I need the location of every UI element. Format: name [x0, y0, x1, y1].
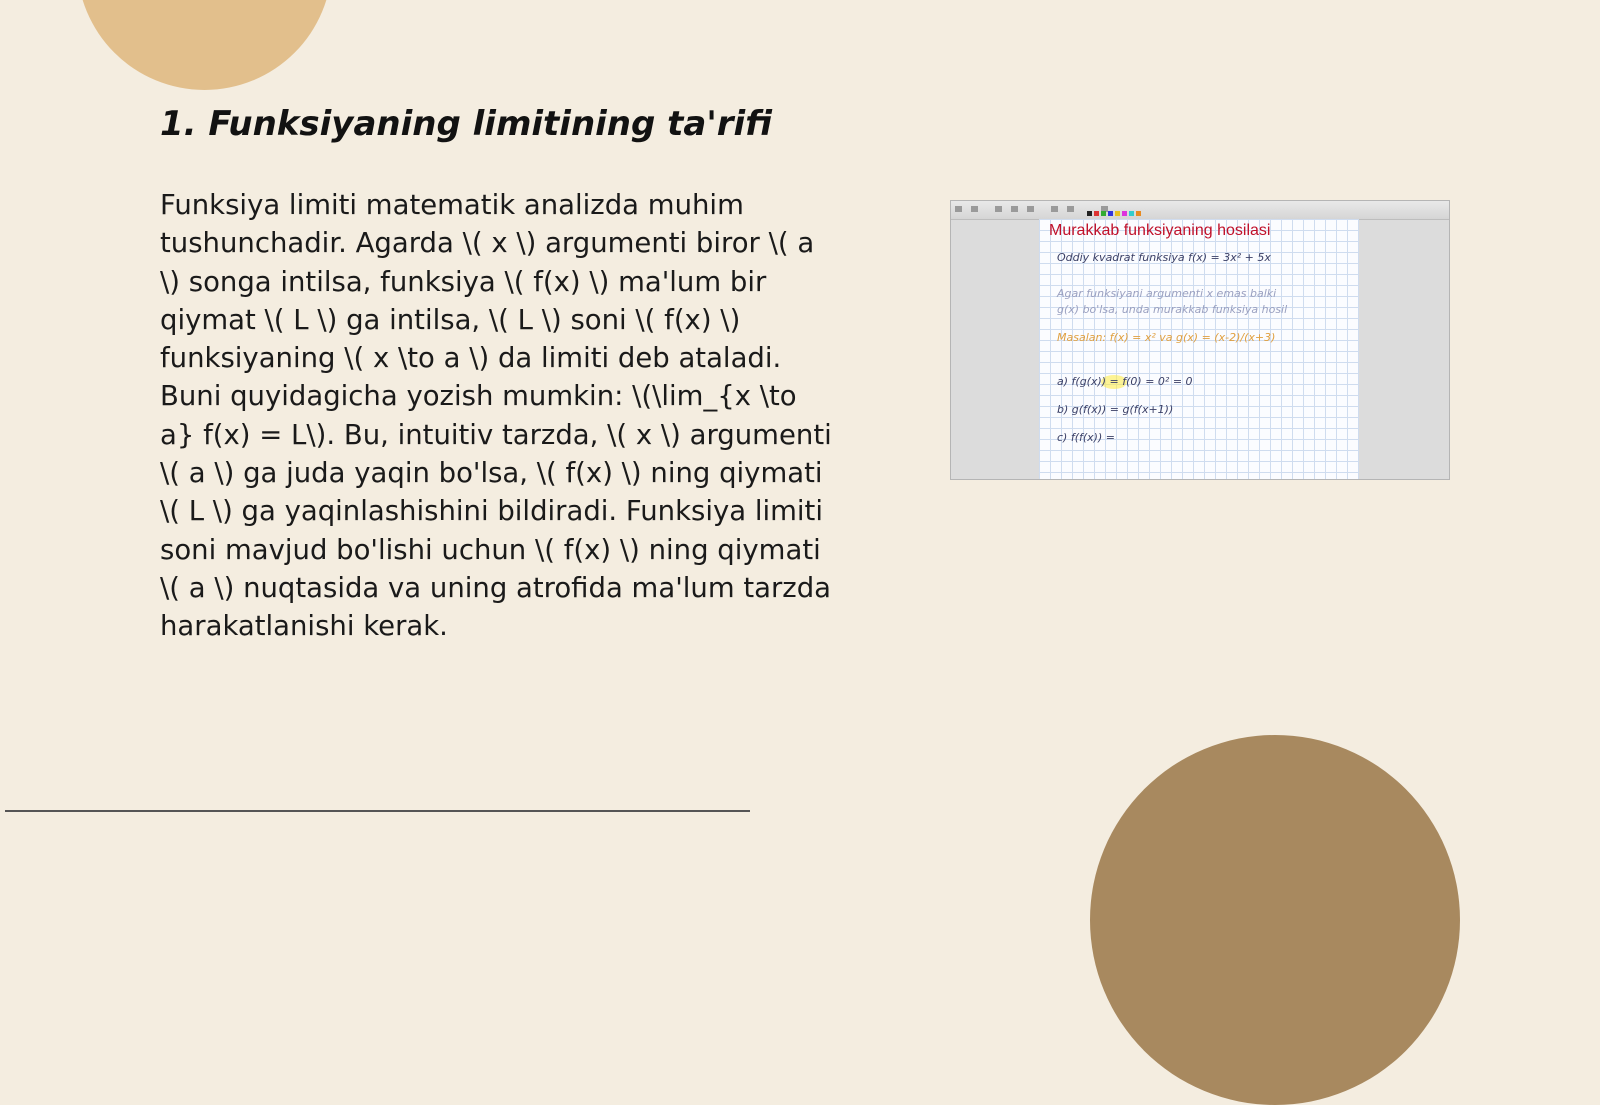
decorative-circle-bottom [1090, 735, 1460, 1105]
toolbar-icon [995, 206, 1002, 212]
color-swatch-icon [1101, 211, 1106, 216]
handwritten-line: Masalan: f(x) = x² va g(x) = (x-2)/(x+3) [1057, 331, 1276, 344]
embedded-screenshot [950, 200, 1450, 480]
toolbar-icon [1067, 206, 1074, 212]
handwritten-line: Agar funksiyani argumenti x emas balki [1057, 287, 1277, 300]
toolbar-icon [1051, 206, 1058, 212]
divider-line [5, 810, 750, 812]
color-swatch-icon [1094, 211, 1099, 216]
color-swatch-icon [1129, 211, 1134, 216]
handwritten-line: Oddiy kvadrat funksiya f(x) = 3x² + 5x [1057, 251, 1271, 264]
decorative-circle-top [77, 0, 332, 90]
screenshot-title: Murakkab funksiyaning hosilasi [1049, 222, 1271, 239]
toolbar-icon [1027, 206, 1034, 212]
toolbar-icon [955, 206, 962, 212]
toolbar-icon [971, 206, 978, 212]
handwritten-line: c) f(f(x)) = [1057, 431, 1115, 444]
slide-body-text: Funksiya limiti matematik analizda muhim tushunchadir. Agarda \( x \) argumenti biror \( a \) songa intilsa, funksiya \( f(x) \) ma'lum bir qiymat \( L \) ga intilsa, \( L \) soni \( f(x) \) funksiyaning \( x \to a \) da limiti deb ataladi. Buni quyidagicha yozish mumkin: \(\lim_{x \to a} f(x) = L\). Bu, intuitiv tarzda, \( x \) argumenti \( a \) ga juda yaqin bo'lsa, \( f(x) \) ning qiymati \( L \) ga yaqinlashishini bildiradi. Funksiya limiti soni mavjud bo'lishi uchun \( f(x) \) ning qiymati \( a \) nuqtasida va uning atrofida ma'lum tarzda harakatlanishi kerak. [160, 189, 832, 643]
handwritten-line: g(x) bo'lsa, unda murakkab funksiya hosil [1057, 303, 1288, 316]
notebook-page [1039, 219, 1359, 479]
handwritten-line: b) g(f(x)) = g(f(x+1)) [1057, 403, 1174, 416]
screenshot-toolbar [951, 201, 1449, 220]
slide-title: 1. Funksiyaning limitining ta'rifi [160, 104, 772, 144]
color-swatch-icon [1087, 211, 1092, 216]
toolbar-icon [1011, 206, 1018, 212]
handwritten-line: a) f(g(x)) = f(0) = 0² = 0 [1057, 375, 1193, 388]
color-swatch-icon [1115, 211, 1120, 216]
color-swatch-icon [1136, 211, 1141, 216]
color-swatch-icon [1122, 211, 1127, 216]
color-swatch-icon [1108, 211, 1113, 216]
